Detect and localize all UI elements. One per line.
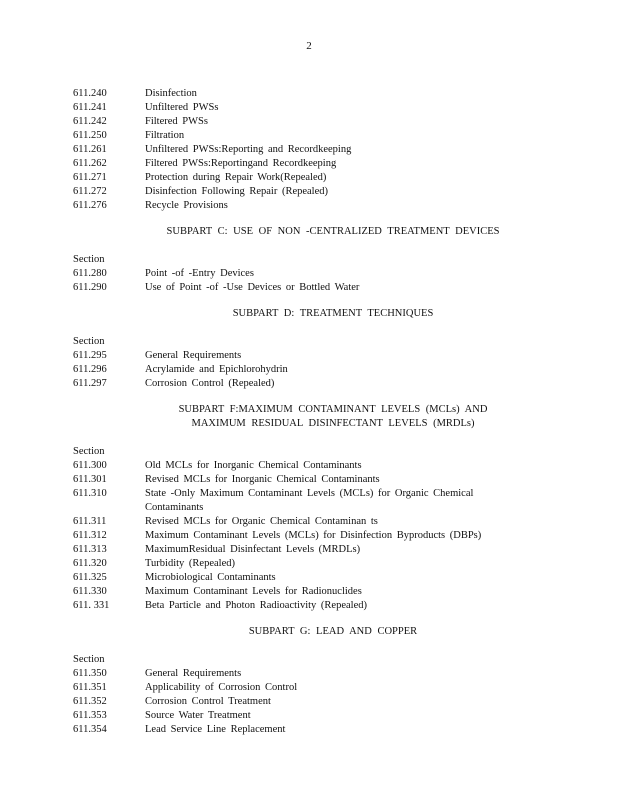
section-title: Corrosion Control Treatment bbox=[145, 696, 271, 707]
list-item bbox=[73, 473, 593, 487]
section-title: Unfiltered PWSs bbox=[145, 102, 219, 113]
section-number: 611.353 bbox=[73, 710, 107, 721]
section-number: 611.276 bbox=[73, 200, 107, 211]
section-title: Maximum Contaminant Levels for Radionuclides bbox=[145, 586, 362, 597]
section-title: Filtration bbox=[145, 130, 185, 141]
list-item bbox=[73, 695, 593, 709]
list-item bbox=[73, 515, 593, 529]
section-title: Acrylamide and Epichlorohydrin bbox=[145, 364, 288, 375]
section-number: 611.271 bbox=[73, 172, 107, 183]
section-number: 611.312 bbox=[73, 530, 107, 541]
section-number: 611. 331 bbox=[73, 600, 110, 611]
list-item bbox=[73, 723, 593, 737]
section-number: 611.296 bbox=[73, 364, 107, 375]
section-title: Revised MCLs for Organic Chemical Contaminan ts bbox=[145, 516, 378, 527]
subpart-heading bbox=[73, 403, 593, 431]
section-title: General Requirements bbox=[145, 350, 242, 361]
list-item bbox=[73, 101, 593, 115]
section-list-subpart-b bbox=[73, 87, 593, 213]
section-title: Recycle Provisions bbox=[145, 200, 228, 211]
section-title: Contaminants bbox=[145, 502, 204, 513]
section-number: 611.354 bbox=[73, 724, 107, 735]
section-number: 611.297 bbox=[73, 378, 107, 389]
section-title: Source Water Treatment bbox=[145, 710, 251, 721]
subpart-heading: SUBPART D: TREATMENT TECHNIQUES bbox=[232, 308, 434, 319]
section-title: Filtered PWSs bbox=[145, 116, 208, 127]
section-title: Corrosion Control (Repealed) bbox=[145, 378, 275, 389]
section-number: 611.310 bbox=[73, 488, 107, 499]
section-number: 611.300 bbox=[73, 460, 107, 471]
list-item bbox=[73, 487, 593, 501]
section-title: Protection during Repair Work(Repealed) bbox=[145, 172, 327, 183]
section-title: Filtered PWSs:Reportingand Recordkeeping bbox=[145, 158, 337, 169]
list-item bbox=[73, 349, 593, 363]
section-title: State -Only Maximum Contaminant Levels (MCLs) for Organic Chemical bbox=[145, 488, 474, 499]
list-item bbox=[73, 199, 593, 213]
list-item bbox=[73, 87, 593, 101]
subpart-heading-line-1: SUBPART F:MAXIMUM CONTAMINANT LEVELS (MCLs) AND bbox=[178, 404, 488, 415]
list-item bbox=[73, 281, 593, 295]
section-number: 611.241 bbox=[73, 102, 107, 113]
section-title: Beta Particle and Photon Radioactivity (Repealed) bbox=[145, 600, 367, 611]
section-number: 611.250 bbox=[73, 130, 107, 141]
list-item bbox=[73, 157, 593, 171]
section-number: 611.272 bbox=[73, 186, 107, 197]
section-number: 611.352 bbox=[73, 696, 107, 707]
section-title: Microbiological Contaminants bbox=[145, 572, 276, 583]
section-number: 611.262 bbox=[73, 158, 107, 169]
section-title: Disinfection bbox=[145, 88, 197, 99]
subpart-heading: SUBPART G: LEAD AND COPPER bbox=[248, 626, 418, 637]
list-item bbox=[73, 171, 593, 185]
section-title: Lead Service Line Replacement bbox=[145, 724, 286, 735]
list-item bbox=[73, 267, 593, 281]
section-label: Section bbox=[73, 446, 105, 457]
section-number: 611.290 bbox=[73, 282, 107, 293]
section-number: 611.240 bbox=[73, 88, 107, 99]
section-title: Applicability of Corrosion Control bbox=[145, 682, 298, 693]
section-number: 611.301 bbox=[73, 474, 107, 485]
list-item bbox=[73, 585, 593, 599]
list-item bbox=[73, 185, 593, 199]
subpart-heading-line-2: MAXIMUM RESIDUAL DISINFECTANT LEVELS (MRDLs) bbox=[191, 418, 475, 429]
subpart-heading: SUBPART C: USE OF NON -CENTRALIZED TREATMENT DEVICES bbox=[166, 226, 500, 237]
section-title: Use of Point -of -Use Devices or Bottled Water bbox=[145, 282, 360, 293]
section-number bbox=[73, 501, 145, 515]
list-item bbox=[73, 557, 593, 571]
list-item bbox=[73, 543, 593, 557]
section-title: Turbidity (Repealed) bbox=[145, 558, 235, 569]
section-title: Point -of -Entry Devices bbox=[145, 268, 254, 279]
section-number: 611.313 bbox=[73, 544, 107, 555]
list-item bbox=[73, 129, 593, 143]
list-item bbox=[73, 459, 593, 473]
list-item bbox=[73, 599, 593, 613]
list-item bbox=[73, 571, 593, 585]
list-item bbox=[73, 115, 593, 129]
section-number: 611.261 bbox=[73, 144, 107, 155]
section-title: General Requirements bbox=[145, 668, 242, 679]
list-item bbox=[73, 501, 593, 515]
list-item bbox=[73, 681, 593, 695]
section-number: 611.311 bbox=[73, 516, 107, 527]
section-number: 611.280 bbox=[73, 268, 107, 279]
section-title: Old MCLs for Inorganic Chemical Contaminants bbox=[145, 460, 362, 471]
section-number: 611.242 bbox=[73, 116, 107, 127]
section-title: Revised MCLs for Inorganic Chemical Contaminants bbox=[145, 474, 380, 485]
list-item bbox=[73, 143, 593, 157]
section-number: 611.320 bbox=[73, 558, 107, 569]
section-title: Disinfection Following Repair (Repealed) bbox=[145, 186, 328, 197]
section-title: Unfiltered PWSs:Reporting and Recordkeeping bbox=[145, 144, 352, 155]
list-item bbox=[73, 377, 593, 391]
section-number: 611.350 bbox=[73, 668, 107, 679]
section-title: MaximumResidual Disinfectant Levels (MRDLs) bbox=[145, 544, 361, 555]
section-number: 611.330 bbox=[73, 586, 107, 597]
section-number: 611.325 bbox=[73, 572, 107, 583]
section-number: 611.351 bbox=[73, 682, 107, 693]
list-item bbox=[73, 667, 593, 681]
table-of-contents bbox=[73, 87, 593, 737]
section-label: Section bbox=[73, 254, 105, 265]
list-item bbox=[73, 709, 593, 723]
section-label: Section bbox=[73, 336, 105, 347]
list-item bbox=[73, 363, 593, 377]
page-number: 2 bbox=[306, 40, 312, 52]
section-label: Section bbox=[73, 654, 105, 665]
section-number: 611.295 bbox=[73, 350, 107, 361]
section-title: Maximum Contaminant Levels (MCLs) for Disinfection Byproducts (DBPs) bbox=[145, 530, 482, 541]
list-item bbox=[73, 529, 593, 543]
